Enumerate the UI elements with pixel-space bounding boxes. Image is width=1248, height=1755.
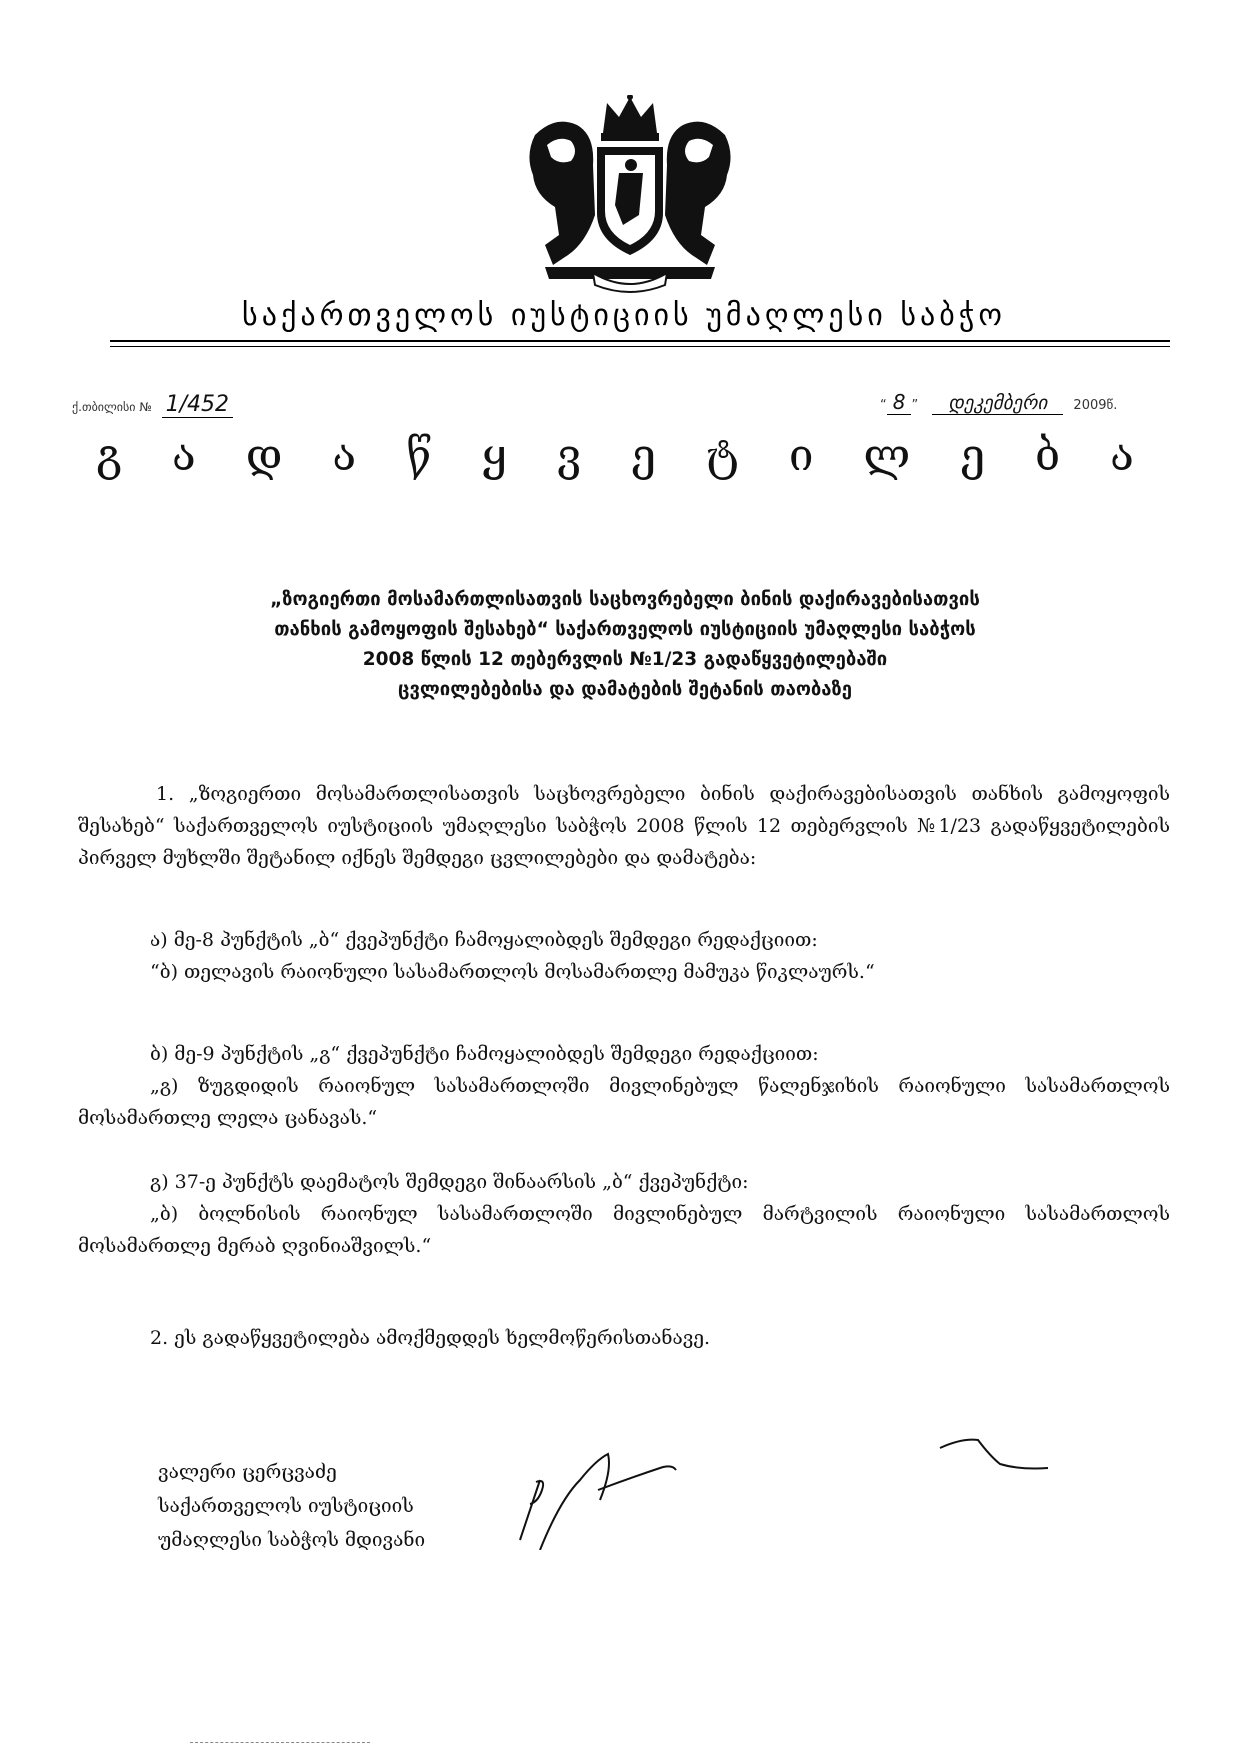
coat-of-arms-emblem [515, 95, 745, 295]
decision-subject [150, 585, 1100, 705]
subject-line: „ზოგიერთი მოსამართლისათვის საცხოვრებელი ბინის დაქირავებისათვის [270, 589, 980, 610]
document-number-value: 1/452 [162, 392, 233, 418]
date-month: დეკემბერი [932, 392, 1063, 415]
footer-dashed-line [190, 1742, 370, 1743]
subject-line: ცვლილებებისა და დამატების შეტანის თაობაზე [397, 679, 853, 700]
item-a-text: “ბ) თელავის რაიონული სასამართლოს მოსამართლე მამუკა წიკლაურს.“ [150, 961, 875, 983]
document-number [72, 392, 233, 417]
paragraph-2: 2. ეს გადაწყვეტილება ამოქმედდეს ხელმოწერისთანავე. [150, 1327, 711, 1349]
signatory-block [158, 1455, 425, 1557]
signatory-name: ვალერი ცერცვაძე [158, 1461, 337, 1483]
date-year: 2009წ. [1073, 398, 1118, 413]
document-number-label: ქ.თბილისი № [72, 400, 152, 414]
paragraph-1: 1. „ზოგიერთი მოსამართლისათვის საცხოვრებელი ბინის დაქირავებისათვის თანხის გამოყოფის შესახებ“ საქართველოს იუსტიციის უმაღლესი საბჭოს 2008 წლის 12 თებერვლის №1/23 გადაწყვეტილების პირველ მუხლში შეტანილ იქნეს შემდეგი ცვლილებები და დამატება: [78, 783, 1170, 869]
subject-line: თანხის გამოყოფის შესახებ“ საქართველოს იუსტიციის უმაღლესი საბჭოს [274, 619, 976, 640]
signatory-title-line: საქართველოს იუსტიციის [158, 1495, 414, 1517]
item-a-heading: ა) მე-8 პუნქტის „ბ“ ქვეპუნქტი ჩამოყალიბდეს შემდეგი რედაქციით: [150, 929, 818, 951]
council-name: საქართველოს იუსტიციის უმაღლესი საბჭო [242, 298, 1006, 333]
header-rule-thin [110, 346, 1170, 347]
document-date: “ 8 ” დეკემბერი 2009წ. [880, 390, 1118, 414]
document-type-heading: გ ა დ ა წ ყ ვ ე ტ ი ლ ე ბ ა [96, 430, 1152, 481]
signatory-title-line: უმაღლესი საბჭოს მდივანი [158, 1529, 426, 1551]
item-b-text: „გ) ზუგდიდის რაიონულ სასამართლოში მივლინებულ წალენჯიხის რაიონული სასამართლოს მოსამართლე ლელა ცანავას.“ [78, 1075, 1170, 1129]
item-c-text: „ბ) ბოლნისის რაიონულ სასამართლოში მივლინებულ მარტვილის რაიონული სასამართლოს მოსამართლე მერაბ ღვინიაშვილს.“ [78, 1203, 1170, 1257]
item-c-heading: გ) 37-ე პუნქტს დაემატოს შემდეგი შინაარსის „ბ“ ქვეპუნქტი: [150, 1171, 749, 1193]
subject-line: 2008 წლის 12 თებერვლის №1/23 გადაწყვეტილებაში [362, 649, 888, 670]
handwritten-signature [500, 1420, 1200, 1550]
item-b-heading: ბ) მე-9 პუნქტის „გ“ ქვეპუნქტი ჩამოყალიბდეს შემდეგი რედაქციით: [150, 1043, 819, 1065]
date-day: 8 [887, 390, 912, 415]
header-rule-thick [110, 340, 1170, 342]
